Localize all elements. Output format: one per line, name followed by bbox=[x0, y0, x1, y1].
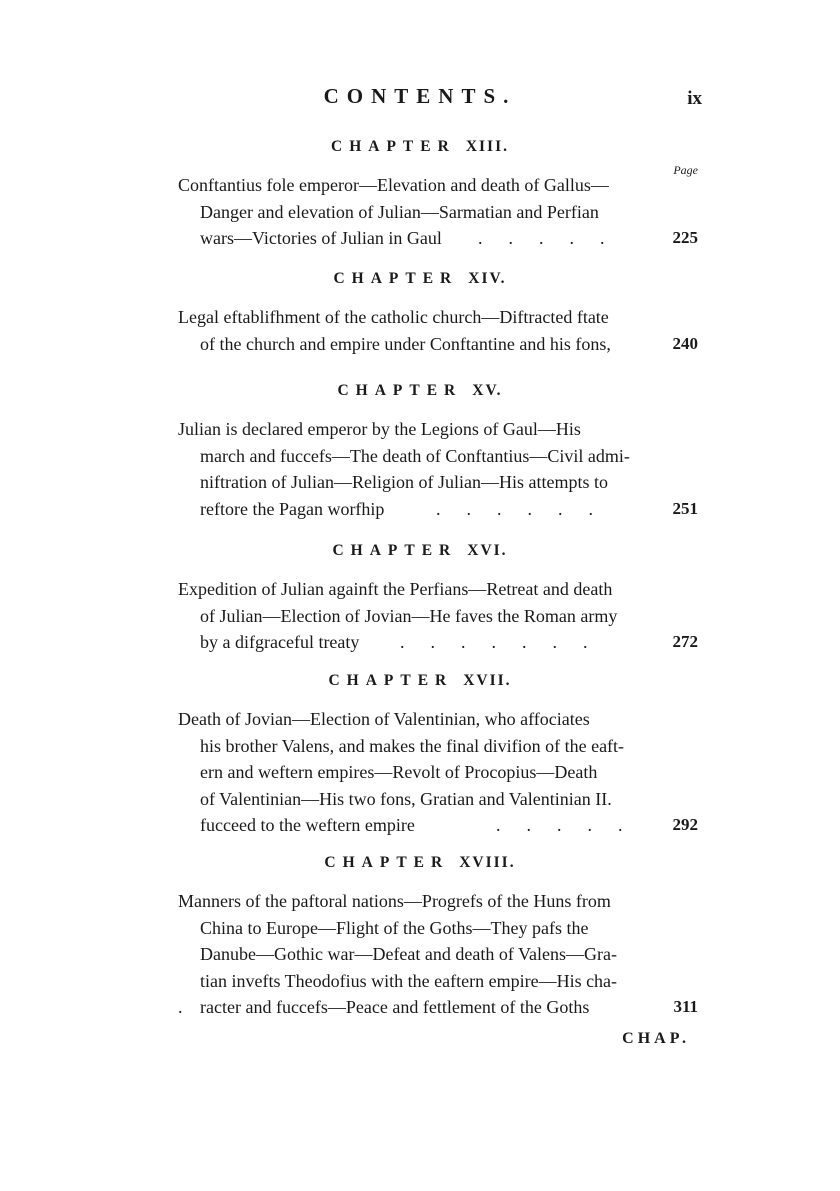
chapter-heading-word: CHAPTER bbox=[324, 854, 450, 871]
leader-dots: ...... bbox=[436, 498, 619, 519]
summary-line bbox=[178, 994, 698, 1021]
chapter-heading bbox=[0, 134, 840, 160]
summary-line bbox=[178, 888, 698, 915]
chapter-number: XVIII. bbox=[459, 854, 516, 871]
summary-line bbox=[178, 199, 698, 226]
catchword: CHAP. bbox=[622, 1030, 690, 1047]
summary-line bbox=[178, 172, 698, 199]
chapter-heading-word: CHAPTER bbox=[333, 270, 459, 287]
chapter-summary bbox=[178, 576, 698, 656]
summary-line bbox=[178, 786, 698, 813]
summary-line bbox=[178, 331, 698, 358]
summary-line bbox=[178, 915, 698, 942]
chapter-heading bbox=[0, 668, 840, 694]
summary-line-text: of Valentinian—His two fons, Gratian and Valentinian II. bbox=[200, 788, 612, 809]
summary-line bbox=[178, 733, 698, 760]
summary-line-text: Expedition of Julian againft the Perfians—Retreat and death bbox=[178, 579, 613, 599]
leader-dots: ..... bbox=[478, 228, 631, 248]
leader-dots: . bbox=[178, 997, 209, 1017]
chapter-number: XV. bbox=[472, 382, 503, 399]
chapter-page-number: 225 bbox=[672, 228, 698, 247]
summary-line bbox=[178, 812, 698, 839]
chapter-number: XIII. bbox=[465, 138, 509, 155]
chapter-block bbox=[0, 668, 840, 839]
summary-line-text: Danger and elevation of Julian—Sarmatian and Perfian bbox=[200, 201, 599, 222]
summary-line-text: wars—Victories of Julian in Gaul bbox=[200, 228, 442, 248]
summary-line-text: Manners of the paftoral nations—Progrefs of the Huns from bbox=[178, 891, 611, 911]
summary-line bbox=[178, 706, 698, 733]
summary-line bbox=[178, 496, 698, 523]
summary-line-text: ern and weftern empires—Revolt of Procopius—Death bbox=[200, 762, 598, 782]
summary-line-text: niftration of Julian—Religion of Julian—His attempts to bbox=[200, 472, 608, 492]
chapter-number: XIV. bbox=[468, 270, 507, 287]
summary-line-text: racter and fuccefs—Peace and fettlement of the Goths bbox=[200, 997, 590, 1017]
running-head-title: CONTENTS. bbox=[323, 84, 517, 108]
summary-line-text: China to Europe—Flight of the Goths—They pafs the bbox=[200, 917, 589, 938]
chapter-block bbox=[0, 538, 840, 656]
summary-line bbox=[178, 759, 698, 786]
chapter-heading bbox=[0, 266, 840, 292]
summary-line-text: Danube—Gothic war—Defeat and death of Valens—Gra- bbox=[200, 944, 618, 964]
chapter-summary bbox=[178, 706, 698, 839]
summary-line-text: reftore the Pagan worfhip bbox=[200, 498, 385, 519]
summary-line-text: Legal eftablifhment of the catholic church—Diftracted ftate bbox=[178, 307, 609, 327]
summary-line bbox=[178, 941, 698, 968]
summary-line-text: fucceed to the weftern empire bbox=[200, 815, 415, 835]
summary-line bbox=[178, 416, 698, 443]
summary-line bbox=[178, 968, 698, 995]
chapter-heading-word: CHAPTER bbox=[331, 138, 456, 155]
chapter-number: XVI. bbox=[467, 542, 508, 559]
chapter-heading bbox=[0, 538, 840, 564]
chapter-block bbox=[0, 378, 840, 522]
summary-line bbox=[178, 576, 698, 603]
chapter-page-number: 240 bbox=[672, 333, 698, 353]
chapter-block bbox=[0, 850, 840, 1021]
summary-line bbox=[178, 304, 698, 331]
page-column-label: Page bbox=[673, 163, 698, 177]
leader-dots: ....... bbox=[400, 632, 614, 652]
summary-line bbox=[178, 443, 698, 470]
chapter-heading-word: CHAPTER bbox=[328, 672, 454, 689]
chapter-number: XVII. bbox=[463, 672, 512, 689]
chapter-page-number: 311 bbox=[673, 997, 698, 1016]
summary-line-text: his brother Valens, and makes the final divifion of the eaft- bbox=[200, 735, 625, 756]
chapter-block bbox=[0, 266, 840, 357]
chapter-summary bbox=[178, 416, 698, 522]
chapter-page-number: 292 bbox=[672, 815, 698, 834]
chapter-heading bbox=[0, 850, 840, 876]
summary-line-text: Death of Jovian—Election of Valentinian, who affociates bbox=[178, 709, 590, 729]
summary-line bbox=[178, 225, 698, 252]
chapter-heading-word: CHAPTER bbox=[337, 382, 463, 399]
chapter-summary bbox=[178, 888, 698, 1021]
summary-line-text: Julian is declared emperor by the Legions of Gaul—His bbox=[178, 419, 581, 439]
chapter-summary bbox=[178, 304, 698, 357]
summary-line-text: of Julian—Election of Jovian—He faves the Roman army bbox=[200, 605, 618, 626]
summary-line bbox=[178, 629, 698, 656]
summary-line-text: tian invefts Theodofius with the eaftern empire—His cha- bbox=[200, 970, 618, 991]
chapter-heading-word: CHAPTER bbox=[332, 542, 458, 559]
chapter-heading bbox=[0, 378, 840, 404]
chapter-page-number: 272 bbox=[672, 632, 698, 651]
chapter-page-number: 251 bbox=[672, 498, 698, 518]
chapter-summary bbox=[178, 172, 698, 252]
summary-line-text: Conftantius fole emperor—Elevation and death of Gallus— bbox=[178, 175, 609, 195]
summary-line-text: by a difgraceful treaty bbox=[200, 632, 360, 652]
summary-line-text: of the church and empire under Conftantine and his fons, bbox=[200, 333, 611, 354]
summary-line-text: march and fuccefs—The death of Conftantius—Civil admi- bbox=[200, 445, 630, 466]
summary-line bbox=[178, 603, 698, 630]
chapter-block bbox=[0, 134, 840, 252]
summary-line bbox=[178, 469, 698, 496]
folio-page-number: ix bbox=[687, 88, 702, 109]
leader-dots: ..... bbox=[496, 815, 649, 835]
